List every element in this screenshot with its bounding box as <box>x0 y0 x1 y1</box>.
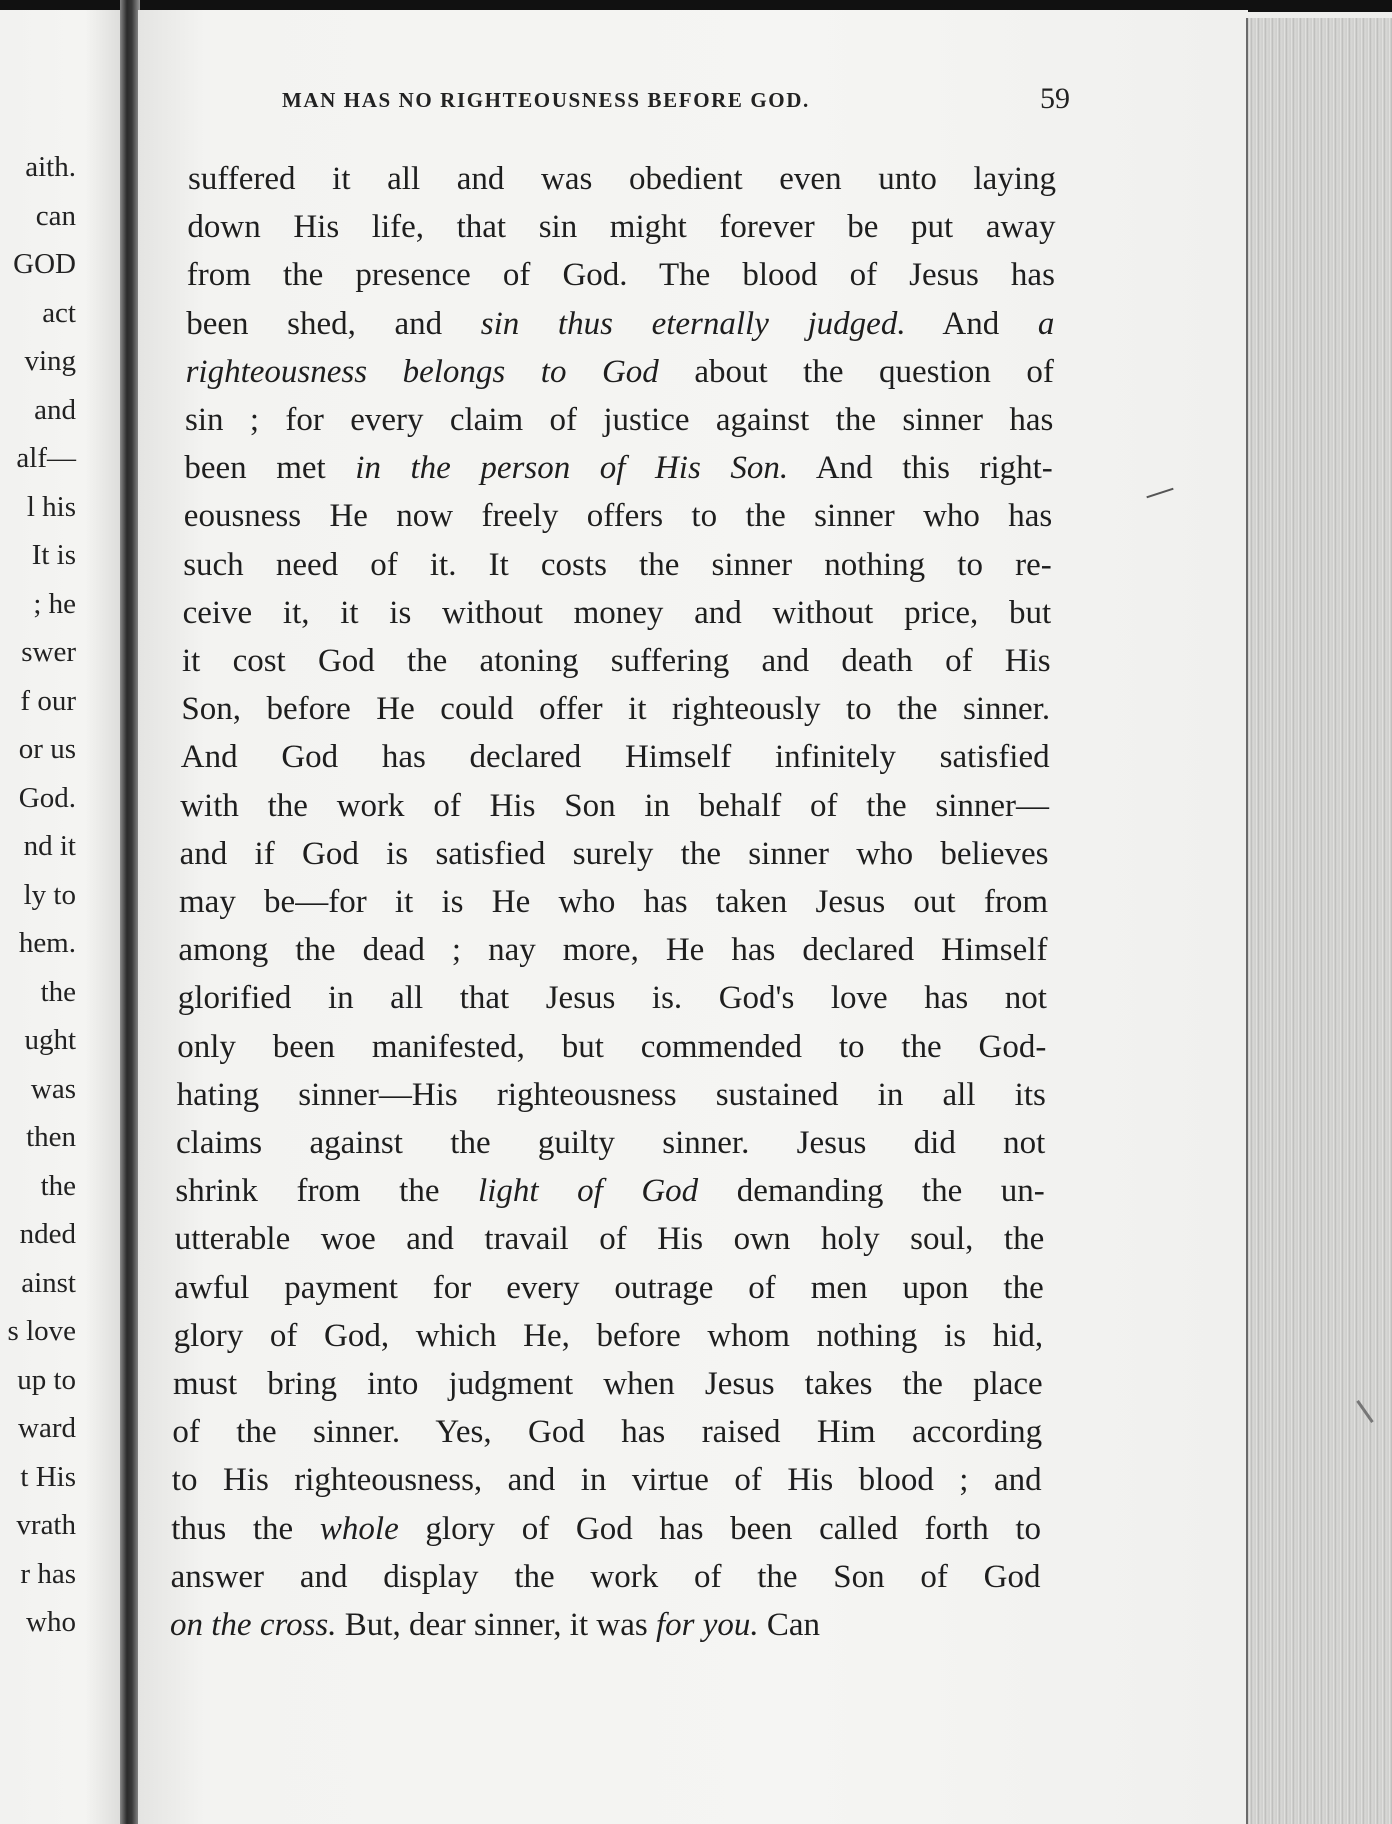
text-run: hating sinner—His righteousness sustained in all its <box>176 1076 1046 1113</box>
text-run: shrink from the <box>175 1173 479 1210</box>
body-text-line <box>171 1554 1041 1600</box>
text-run: answer and display the work of the Son of God <box>170 1558 1041 1595</box>
page-number: 59 <box>1040 82 1070 115</box>
text-run: And this right- <box>788 450 1053 487</box>
body-text-line <box>180 831 1049 877</box>
body-text-line <box>181 734 1050 780</box>
text-run: And <box>905 305 1038 342</box>
left-page-fragment: aith. <box>25 151 76 183</box>
left-page-fragment: swer <box>21 636 76 668</box>
italic-text: on the cross. <box>170 1607 337 1643</box>
text-run: awful payment for every outrage of men upon the <box>174 1269 1044 1306</box>
left-page-fragment: God. <box>18 781 76 814</box>
text-run: And God has declared Himself infinitely satisfied <box>180 739 1050 776</box>
left-page-fragment: r has <box>20 1557 76 1590</box>
text-run: glory of God, which He, before whom nothing is hid, <box>173 1317 1044 1354</box>
text-run: demanding the un- <box>698 1173 1045 1210</box>
body-text-line <box>177 1024 1046 1070</box>
page-stack-edge <box>1248 18 1392 1824</box>
body-text-line <box>176 1120 1045 1166</box>
left-page-fragment: who <box>26 1606 76 1638</box>
left-page-fragment: ward <box>18 1412 76 1444</box>
text-run: with the work of His Son in behalf of the sinner— <box>180 787 1050 824</box>
left-page-fragment: nd it <box>23 830 76 862</box>
body-text-line <box>170 1602 1040 1648</box>
left-page-fragment: then <box>26 1121 76 1153</box>
body-text-line <box>186 301 1054 347</box>
left-page-fragment: l his <box>26 490 76 523</box>
body-text-line <box>186 349 1054 395</box>
text-run: must bring into judgment when Jesus takes the place <box>173 1366 1043 1402</box>
body-text-line <box>179 879 1048 925</box>
italic-text: a <box>1037 305 1055 342</box>
text-run: claims against the guilty sinner. Jesus did not <box>176 1125 1046 1161</box>
left-page-fragment: nded <box>19 1218 76 1250</box>
body-text-line <box>185 397 1053 443</box>
text-run: been met <box>184 450 356 487</box>
left-page-fragment: alf— <box>16 442 76 474</box>
book-gutter <box>120 0 140 1824</box>
text-run: sin ; for every claim of justice against the sinner has <box>185 402 1054 438</box>
italic-text: whole <box>319 1510 399 1547</box>
body-text-line <box>171 1506 1041 1552</box>
body-text-line <box>183 590 1052 636</box>
text-run: from the presence of God. The blood of Jesus has <box>186 257 1055 294</box>
left-page-fragment: It is <box>31 539 76 571</box>
body-text-line <box>178 975 1047 1021</box>
left-page-fragment: can <box>35 199 76 232</box>
left-page-fragment: GOD <box>13 248 76 280</box>
text-run: ceive it, it is without money and without price, but <box>182 594 1052 631</box>
running-head: MAN HAS NO RIGHTEOUSNESS BEFORE GOD. <box>282 88 810 112</box>
body-text-line <box>173 1361 1043 1407</box>
italic-text: sin thus eternally judged. <box>480 305 906 342</box>
italic-text: righteousness belongs to God <box>185 353 659 390</box>
body-text-line <box>182 638 1051 684</box>
body-text-line <box>184 493 1052 539</box>
body-text-line <box>178 927 1047 973</box>
body-text-line <box>181 686 1050 732</box>
left-page-fragment: t His <box>20 1460 76 1493</box>
text-run: been shed, and <box>186 305 481 342</box>
text-run: down His life, that sin might forever be put away <box>187 209 1056 246</box>
body-text-line <box>187 204 1055 250</box>
text-run: glorified in all that Jesus is. God's love has not <box>177 980 1047 1017</box>
italic-text: for you. <box>655 1607 759 1643</box>
text-run: suffered it all and was obedient even unto laying <box>188 161 1056 197</box>
text-run: such need of it. It costs the sinner nothing to re- <box>183 546 1052 583</box>
text-run: Son, before He could offer it righteously to the sinner. <box>181 691 1051 728</box>
text-run: Can <box>758 1607 821 1643</box>
left-page-fragment: and <box>34 393 76 426</box>
text-run: But, dear sinner, it was <box>336 1607 656 1643</box>
text-run: and if God is satisfied surely the sinner who believes <box>179 835 1049 872</box>
body-text-line <box>174 1313 1044 1359</box>
left-page-fragment: the <box>40 1169 76 1202</box>
body-text-line <box>177 1072 1046 1118</box>
text-run: about the question of <box>658 353 1054 390</box>
body-text-line <box>184 445 1052 491</box>
left-page-fragment: f our <box>20 684 76 717</box>
italic-text: light of God <box>478 1173 699 1210</box>
body-text-line <box>175 1216 1044 1262</box>
body-text-line <box>172 1457 1042 1503</box>
text-run: of the sinner. Yes, God has raised Him according <box>172 1414 1043 1451</box>
left-page-fragment: ; he <box>33 587 76 620</box>
text-run: thus the <box>171 1510 320 1547</box>
body-text-line <box>174 1265 1044 1311</box>
left-page-fragment: ainst <box>21 1266 76 1299</box>
left-page-fragment: s love <box>7 1315 76 1347</box>
text-run: utterable woe and travail of His own holy soul, the <box>174 1221 1045 1258</box>
left-page-fragment: or us <box>18 733 76 765</box>
left-page-fragment: act <box>42 296 76 329</box>
text-run: only been manifested, but commended to the God- <box>177 1028 1047 1065</box>
text-run: glory of God has been called forth to <box>398 1510 1042 1547</box>
left-page <box>0 10 122 1824</box>
left-page-fragment: was <box>30 1072 76 1105</box>
text-run: among the dead ; nay more, He has declared Himself <box>178 932 1048 969</box>
text-run: may be—for it is He who has taken Jesus out from <box>179 884 1048 920</box>
left-page-fragment: up to <box>17 1363 76 1396</box>
text-run: eousness He now freely offers to the sinner who has <box>183 498 1053 535</box>
left-page-fragment: the <box>40 975 76 1008</box>
body-text-line <box>180 783 1049 829</box>
body-text-line <box>187 252 1055 298</box>
italic-text: in the person of His Son. <box>355 450 789 487</box>
text-run: it cost God the atoning suffering and death of His <box>182 643 1051 679</box>
body-text-line <box>188 156 1056 202</box>
left-page-fragment: ly to <box>23 878 76 911</box>
body-text-line <box>183 542 1052 588</box>
left-page-fragment: vrath <box>16 1509 76 1541</box>
text-run: to His righteousness, and in virtue of His blood ; and <box>171 1462 1042 1499</box>
body-text-line <box>175 1168 1044 1214</box>
left-page-fragment: hem. <box>18 927 76 959</box>
left-page-fragment: ving <box>24 345 76 377</box>
body-text-line <box>172 1409 1042 1455</box>
left-page-fragment: ught <box>24 1024 76 1056</box>
